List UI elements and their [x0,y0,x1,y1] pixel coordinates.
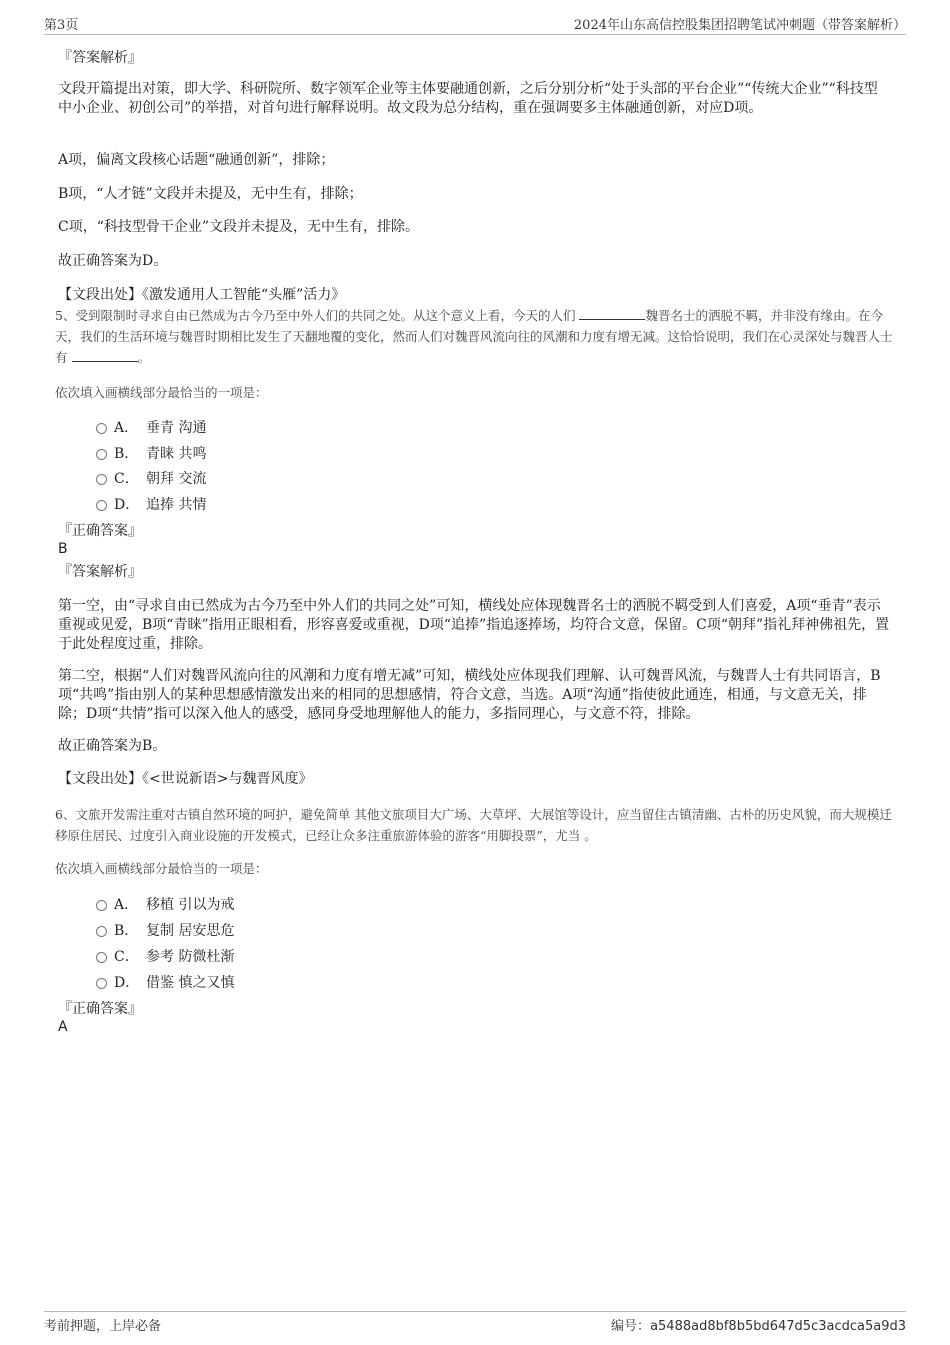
q6-stem: 6、文旅开发需注重对古镇自然环境的呵护，避免简单 其他文旅项目大广场、大草坪、大展馆等设计，应当留住古镇清幽、古朴的历史风貌，而大规模迁移原住居民、过度引入商业设施的开发模式，已经让众多注重旅游体验的游客“用脚投票”，尤当 。 [55,807,892,843]
q6-answer-value: A [58,1019,68,1035]
q4-source: 【文段出处】《激发通用人工智能“头雁”活力》 [58,287,346,303]
q4-analysis-option-b: B项，“人才链”文段并未提及，无中生有，排除； [58,186,363,202]
radio-icon[interactable] [96,978,107,989]
footer-code: 编号：a5488ad8bf8b5bd647d5c3acdca5a9d3 [611,1319,906,1334]
q5-analysis-label: 『答案解析』 [58,564,142,580]
radio-icon[interactable] [96,952,107,963]
page-header [44,14,906,35]
radio-icon[interactable] [96,500,107,511]
q5-conclusion: 故正确答案为B。 [58,738,167,754]
q5-answer-label: 『正确答案』 [58,523,142,539]
q5-source: 【文段出处】《<世说新语>与魏晋风度》 [58,771,313,787]
q5-answer-value: B [58,541,68,557]
q6-instruction: 依次填入画横线部分最恰当的一项是： [55,861,268,876]
q5-stem: 5、受到限制时寻求自由已然成为古今乃至中外人们的共同之处。从这个意义上看，今天的人们 魏晋名士的洒脱不羁，并非没有缘由。在今天，我们的生活环境与魏晋时期相比发生了天翻地覆的变化，然而人们对魏晋风流向往的风潮和力度有增无减。这恰恰说明，我们在心灵深处与魏晋人士有 。 [55,308,893,365]
page-number: 第3页 [44,18,79,33]
q4-analysis-option-c: C项，“科技型骨干企业”文段并未提及，无中生有，排除。 [58,219,420,235]
q6-answer-label: 『正确答案』 [58,1001,142,1017]
q5-analysis-paragraph-2: 第二空，根据“人们对魏晋风流向往的风潮和力度有增无减”可知，横线处应体现我们理解、认可魏晋风流，与魏晋人士有共同语言，B项“共鸣”指由别人的某种思想感情激发出来的相同的思想感情，符合文意，当选。A项“沟通”指使彼此通连，相通，与文意无关，排除；D项“共情”指可以深入他人的感受，感同身受地理解他人的能力，多指同理心，与文意不符，排除。 [58,668,881,722]
footer-slogan: 考前押题，上岸必备 [44,1319,162,1334]
radio-icon[interactable] [96,423,107,434]
q5-analysis-paragraph-1: 第一空，由“寻求自由已然成为古今乃至中外人们的共同之处”可知，横线处应体现魏晋名士的洒脱不羁受到人们喜爱，A项“垂青”表示重视或见爱，B项“青睐”指用正眼相看，形容喜爱或重视，D项“追捧”指追逐捧场，均符合文意，保留。C项“朝拜”指礼拜神佛祖先，置于此处程度过重，排除。 [58,598,890,652]
q4-analysis-option-a: A项，偏离文段核心话题“融通创新”，排除； [58,152,335,168]
q5-blank-2 [72,349,138,362]
radio-icon[interactable] [96,474,107,485]
document-title: 2024年山东高信控股集团招聘笔试冲刺题（带答案解析） [573,18,906,33]
q4-analysis-paragraph: 文段开篇提出对策，即大学、科研院所、数字领军企业等主体要融通创新，之后分别分析“处于头部的平台企业”“传统大企业”“科技型中小企业、初创公司”的举措，对首句进行解释说明。故文段为总分结构，重在强调要多主体融通创新，对应D项。 [58,81,878,116]
radio-icon[interactable] [96,449,107,460]
radio-icon[interactable] [96,926,107,937]
q5-instruction: 依次填入画横线部分最恰当的一项是： [55,385,268,400]
page-footer [44,1311,906,1334]
q4-analysis-label: 『答案解析』 [58,50,142,66]
q4-conclusion: 故正确答案为D。 [58,253,168,269]
radio-icon[interactable] [96,900,107,911]
q5-blank-1 [579,307,645,320]
